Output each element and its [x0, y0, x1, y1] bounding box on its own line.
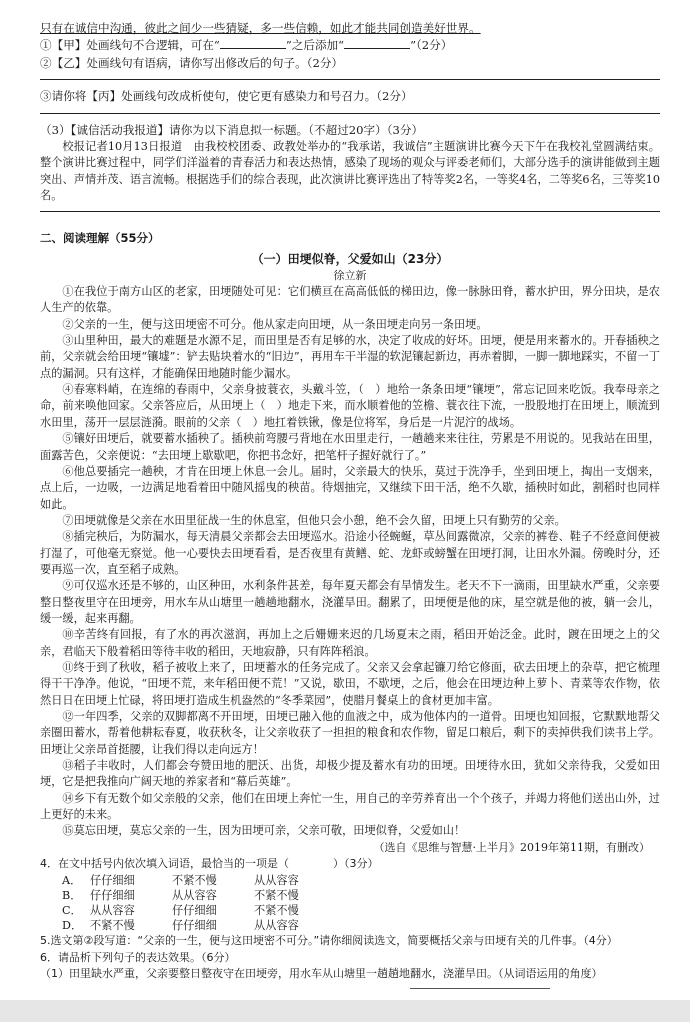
article-source: （选自《思维与智慧·上半月》2019年第11期，有删改） — [373, 840, 650, 854]
question-4: 4．在文中括号内依次填入词语，最恰当的一项是（ ）（3分） — [40, 857, 379, 871]
article-paragraph: ③山里种田，最大的难题是水源不足，而田里是否有足够的水，决定了收成的好坏。田埂，便是用来蓄水的。开春插秧之前，父亲就会给田埂“镶墟”：铲去贴块着水的“旧边”，再用车干半湿的软泥镶起新边，再赤着脚，一脚一脚地踩实，不留一丁点的漏洞。只有这样，才能确保田地随时能少漏水。 — [40, 334, 660, 380]
article-paragraph: ④春寒料峭，在连绵的春雨中，父亲身披蓑衣，头戴斗笠，（ ）地给一条条田埂“镶埂”，常忘记回来吃饭。我奉母亲之命，前来唤他回家。父亲答应后，从田埂上（ ）地走下来，而水顺着他的笠檐、蓑衣往下流，一股股地打在田埂上，顺流到水田里，荡开一层层涟漪。眼前的父亲（ ）地扛着铁锹，像是位将军，身后是一片泥泞的战场。 — [40, 383, 660, 429]
article-paragraph: ⑨可仅巡水还是不够的，山区种田，水利条件甚差，每年夏天都会有旱情发生。老天不下一滴雨，田里缺水严重，父亲要整日整夜里守在田埂旁，用水车从山塘里一趟趟地翻水，浇灌旱田。翻累了，田埂便是他的床，星空就是他的被，躺一会儿，缓一缓，起来再翻。 — [40, 579, 660, 625]
article-paragraph: ①在我位于南方山区的老家，田埂随处可见：它们横亘在高高低低的梯田边，像一脉脉田脊，蓄水护田，界分田块，是农人生产的依靠。 — [40, 285, 660, 315]
article-paragraph: ⑧插完秧后，为防漏水，每天清晨父亲都会去田埂巡水。沿途小径蜿蜒，草丛间露微凉，父亲的裤卷、鞋子不经意间便被打湿了，可他毫无察觉。他一心要快去田埂看看，是否夜里有黄鳝、蛇、龙虾或螃蟹在田埂打洞，让田水外漏。傍晚时分，还要再巡一次，直至稻子成熟。 — [40, 530, 660, 576]
article-paragraph: ⑥他总要插完一趟秧，才肯在田埂上休息一会儿。届时，父亲最大的快乐，莫过于洗净手，坐到田埂上，掏出一支烟来，点上后，一边吸，一边满足地看着田中随风摇曳的秧苗。待烟抽完，又继续下田干活，绝不久歇，插秧时如此，割稻时也同样如此。 — [40, 464, 660, 511]
option-b[interactable]: B． 仔仔细细 从从容容 不紧不慢 — [62, 888, 299, 902]
concluding-sentence: 只有在诚信中沟通，彼此之间少一些猜疑，多一些信赖，如此才能共同创造美好世界。 — [40, 21, 481, 35]
question-6-1: （1）田里缺水严重，父亲要整日整夜守在田埂旁，用水车从山塘里一趟趟地翻水，浇灌旱田。（从词语运用的角度） — [40, 967, 603, 981]
options-list — [40, 873, 660, 933]
article-paragraph: ⑬稻子丰收时，人们都会夸赞田地的肥沃、出货，却极少提及蓄水有功的田埂。田埂待水田，犹如父亲待我，父爱如田埂，它是把我推向广阔天地的养家者和“幕后英雄”。 — [40, 759, 660, 789]
question-6: 6．请品析下列句子的表达效果。（6分） — [40, 950, 236, 964]
article-paragraph: ⑮莫忘田埂，莫忘父亲的一生，因为田埂可亲，父亲可敬，田埂似脊，父爱如山！ — [62, 824, 466, 838]
article-body — [40, 284, 660, 840]
answer-blank-1[interactable] — [220, 37, 286, 49]
article-author: 徐立新 — [333, 268, 367, 282]
article-paragraph: ⑪终于到了秋收，稻子被收上来了，田埂蓄水的任务完成了。父亲又会拿起镰刀给它修面，砍去田埂上的杂草，把它梳理得干干净净。他说，“田埂不荒，来年稻田便不荒！”又说，歇田，不歇埂，之后，他会在田埂边种上萝卜、青菜等农作物，依然日日在田埂上忙碌，将田埂打造成生机盎然的“冬季菜园”，使腊月餐桌上的食材更加丰富。 — [40, 660, 660, 707]
answer-blank-2[interactable] — [344, 37, 410, 49]
article-paragraph: ②父亲的一生，便与这田埂密不可分。他从家走向田埂，从一条田埂走向另一条田埂。 — [62, 317, 488, 331]
answer-line[interactable] — [40, 210, 660, 212]
question-3: ③请你将【丙】处画线句改成析使句，使它更有感染力和号召力。（2分） — [40, 89, 413, 104]
answer-line[interactable] — [40, 78, 660, 80]
article-paragraph: ⑭乡下有无数个如父亲般的父亲，他们在田埂上奔忙一生，用自己的辛劳养育出一个个孩子，并竭力将他们送出山外，过上更好的未来。 — [40, 791, 660, 822]
footer-divider — [410, 988, 550, 989]
article-paragraph: ⑦田埂就像是父亲在水田里征战一生的休息室，但他只会小憩，绝不会久留，田埂上只有勤劳的父亲。 — [62, 513, 566, 527]
option-a[interactable]: A． 仔仔细细 不紧不慢 从从容容 — [62, 873, 299, 887]
question-2: ②【乙】处画线句有语病，请你写出修改后的句子。（2分） — [40, 55, 344, 70]
option-c[interactable]: C． 从从容容 仔仔细细 不紧不慢 — [62, 903, 299, 917]
option-d[interactable]: D． 不紧不慢 仔仔细细 从从容容 — [62, 919, 299, 933]
article-paragraph: ⑩辛苦终有回报，有了水的再次滋润，再加上之后姗姗来迟的几场夏末之雨，稻田开始泛金。此时，踱在田埂之上的父亲，君临天下般着稻田等待丰收的稻田，天地寂静，只有阵阵稻浪。 — [40, 628, 660, 658]
question-headline: （3）【诚信活动我报道】请你为以下消息拟一标题。（不超过20字）（3分） — [40, 122, 424, 137]
section-heading: 二、阅读理解（55分） — [40, 231, 160, 246]
answer-line[interactable] — [40, 112, 660, 114]
article-paragraph: ⑫一年四季，父亲的双脚都离不开田埂，田埂已融入他的血液之中，成为他体内的一道骨。田埂也知回报，它默默地帮父亲圈田蓄水，帮着他耕耘春夏，收获秋冬，让父亲收获了一担担的粮食和农作物，留足口粮后，剩下的卖掉供我们读书上学。田埂让父亲昂首挺腰，让我们得以走向远方！ — [40, 710, 660, 756]
article-title: （一）田埂似脊，父爱如山（23分） — [251, 251, 449, 266]
news-passage: 校报记者10月13日报道 由我校校团委、政教处举办的“我承诺，我诚信”主题演讲比赛今天下午在我校礼堂圆满结束。整个演讲比赛过程中，同学们洋溢着的青春活力和表达热情，感染了现场的观众与评委老师们，大部分选手的演讲能做到主题突出、声情并茂、语言流畅。根据选手们的综合表现，此次演讲比赛评选出了特等奖2名，一等奖4名，二等奖6名，三等奖10名。 — [40, 139, 660, 202]
article-paragraph: ⑤镶好田埂后，就要蓄水插秧了。插秧前弯腰弓背地在水田里走行，一趟趟来来往往，劳累是不用说的。见我站在田里，面露苦色，父亲便说：“去田埂上歇歇吧，你把书念好，把笔杆子握好就行了。” — [40, 432, 660, 462]
question-1: ①【甲】处画线句不合逻辑，可在“ ”之后添加“ ”（2分） — [40, 38, 453, 53]
question-5: 5.选文第②段写道：“父亲的一生，便与这田埂密不可分。”请你细阅读选文，简要概括父亲与田埂有关的几件事。（4分） — [40, 934, 618, 948]
bottom-bar — [0, 1000, 690, 1022]
